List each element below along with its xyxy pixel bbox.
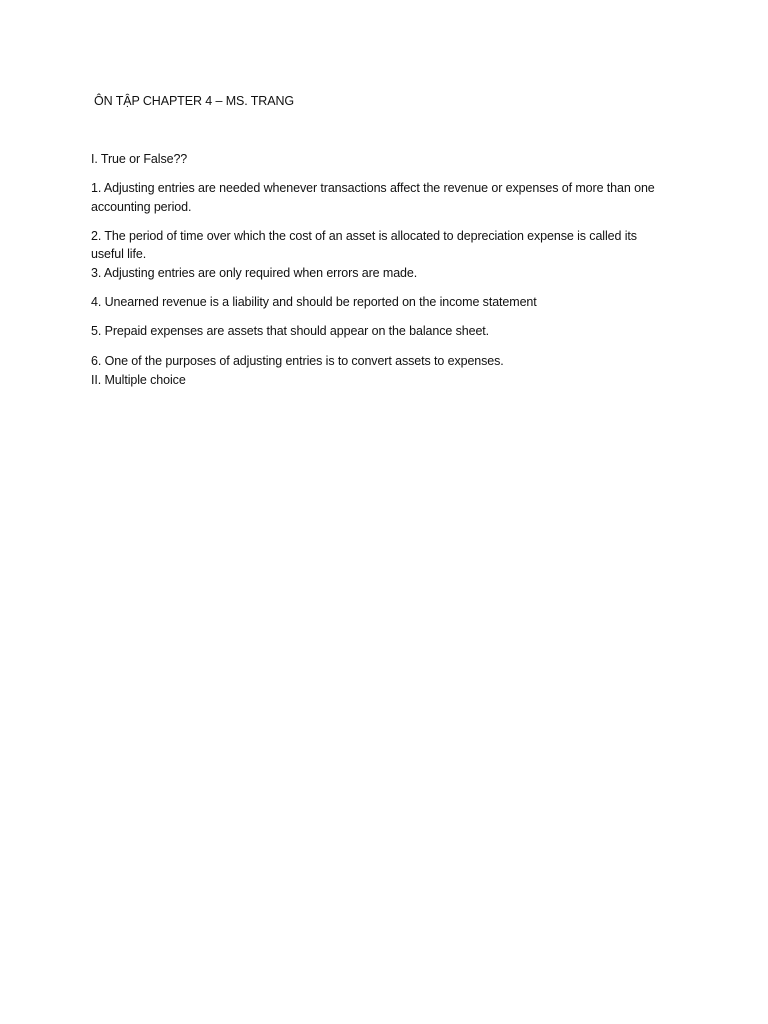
page-title: ÔN TẬP CHAPTER 4 – MS. TRANG [94,94,295,108]
question-3: 3. Adjusting entries are only required when errors are made. [91,266,418,280]
section-heading-true-false: I. True or False?? [91,152,188,166]
section-heading-multiple-choice: II. Multiple choice [91,373,186,387]
question-2-line-1: 2. The period of time over which the cost of an asset is allocated to depreciation expense is called its [91,229,637,243]
question-1-line-2: accounting period. [91,200,192,214]
question-6: 6. One of the purposes of adjusting entries is to convert assets to expenses. [91,354,504,368]
question-1-line-1: 1. Adjusting entries are needed whenever transactions affect the revenue or expenses of more than one [91,181,655,195]
question-2-line-2: useful life. [91,247,147,261]
question-4: 4. Unearned revenue is a liability and should be reported on the income statement [91,295,537,309]
question-5: 5. Prepaid expenses are assets that should appear on the balance sheet. [91,324,490,338]
